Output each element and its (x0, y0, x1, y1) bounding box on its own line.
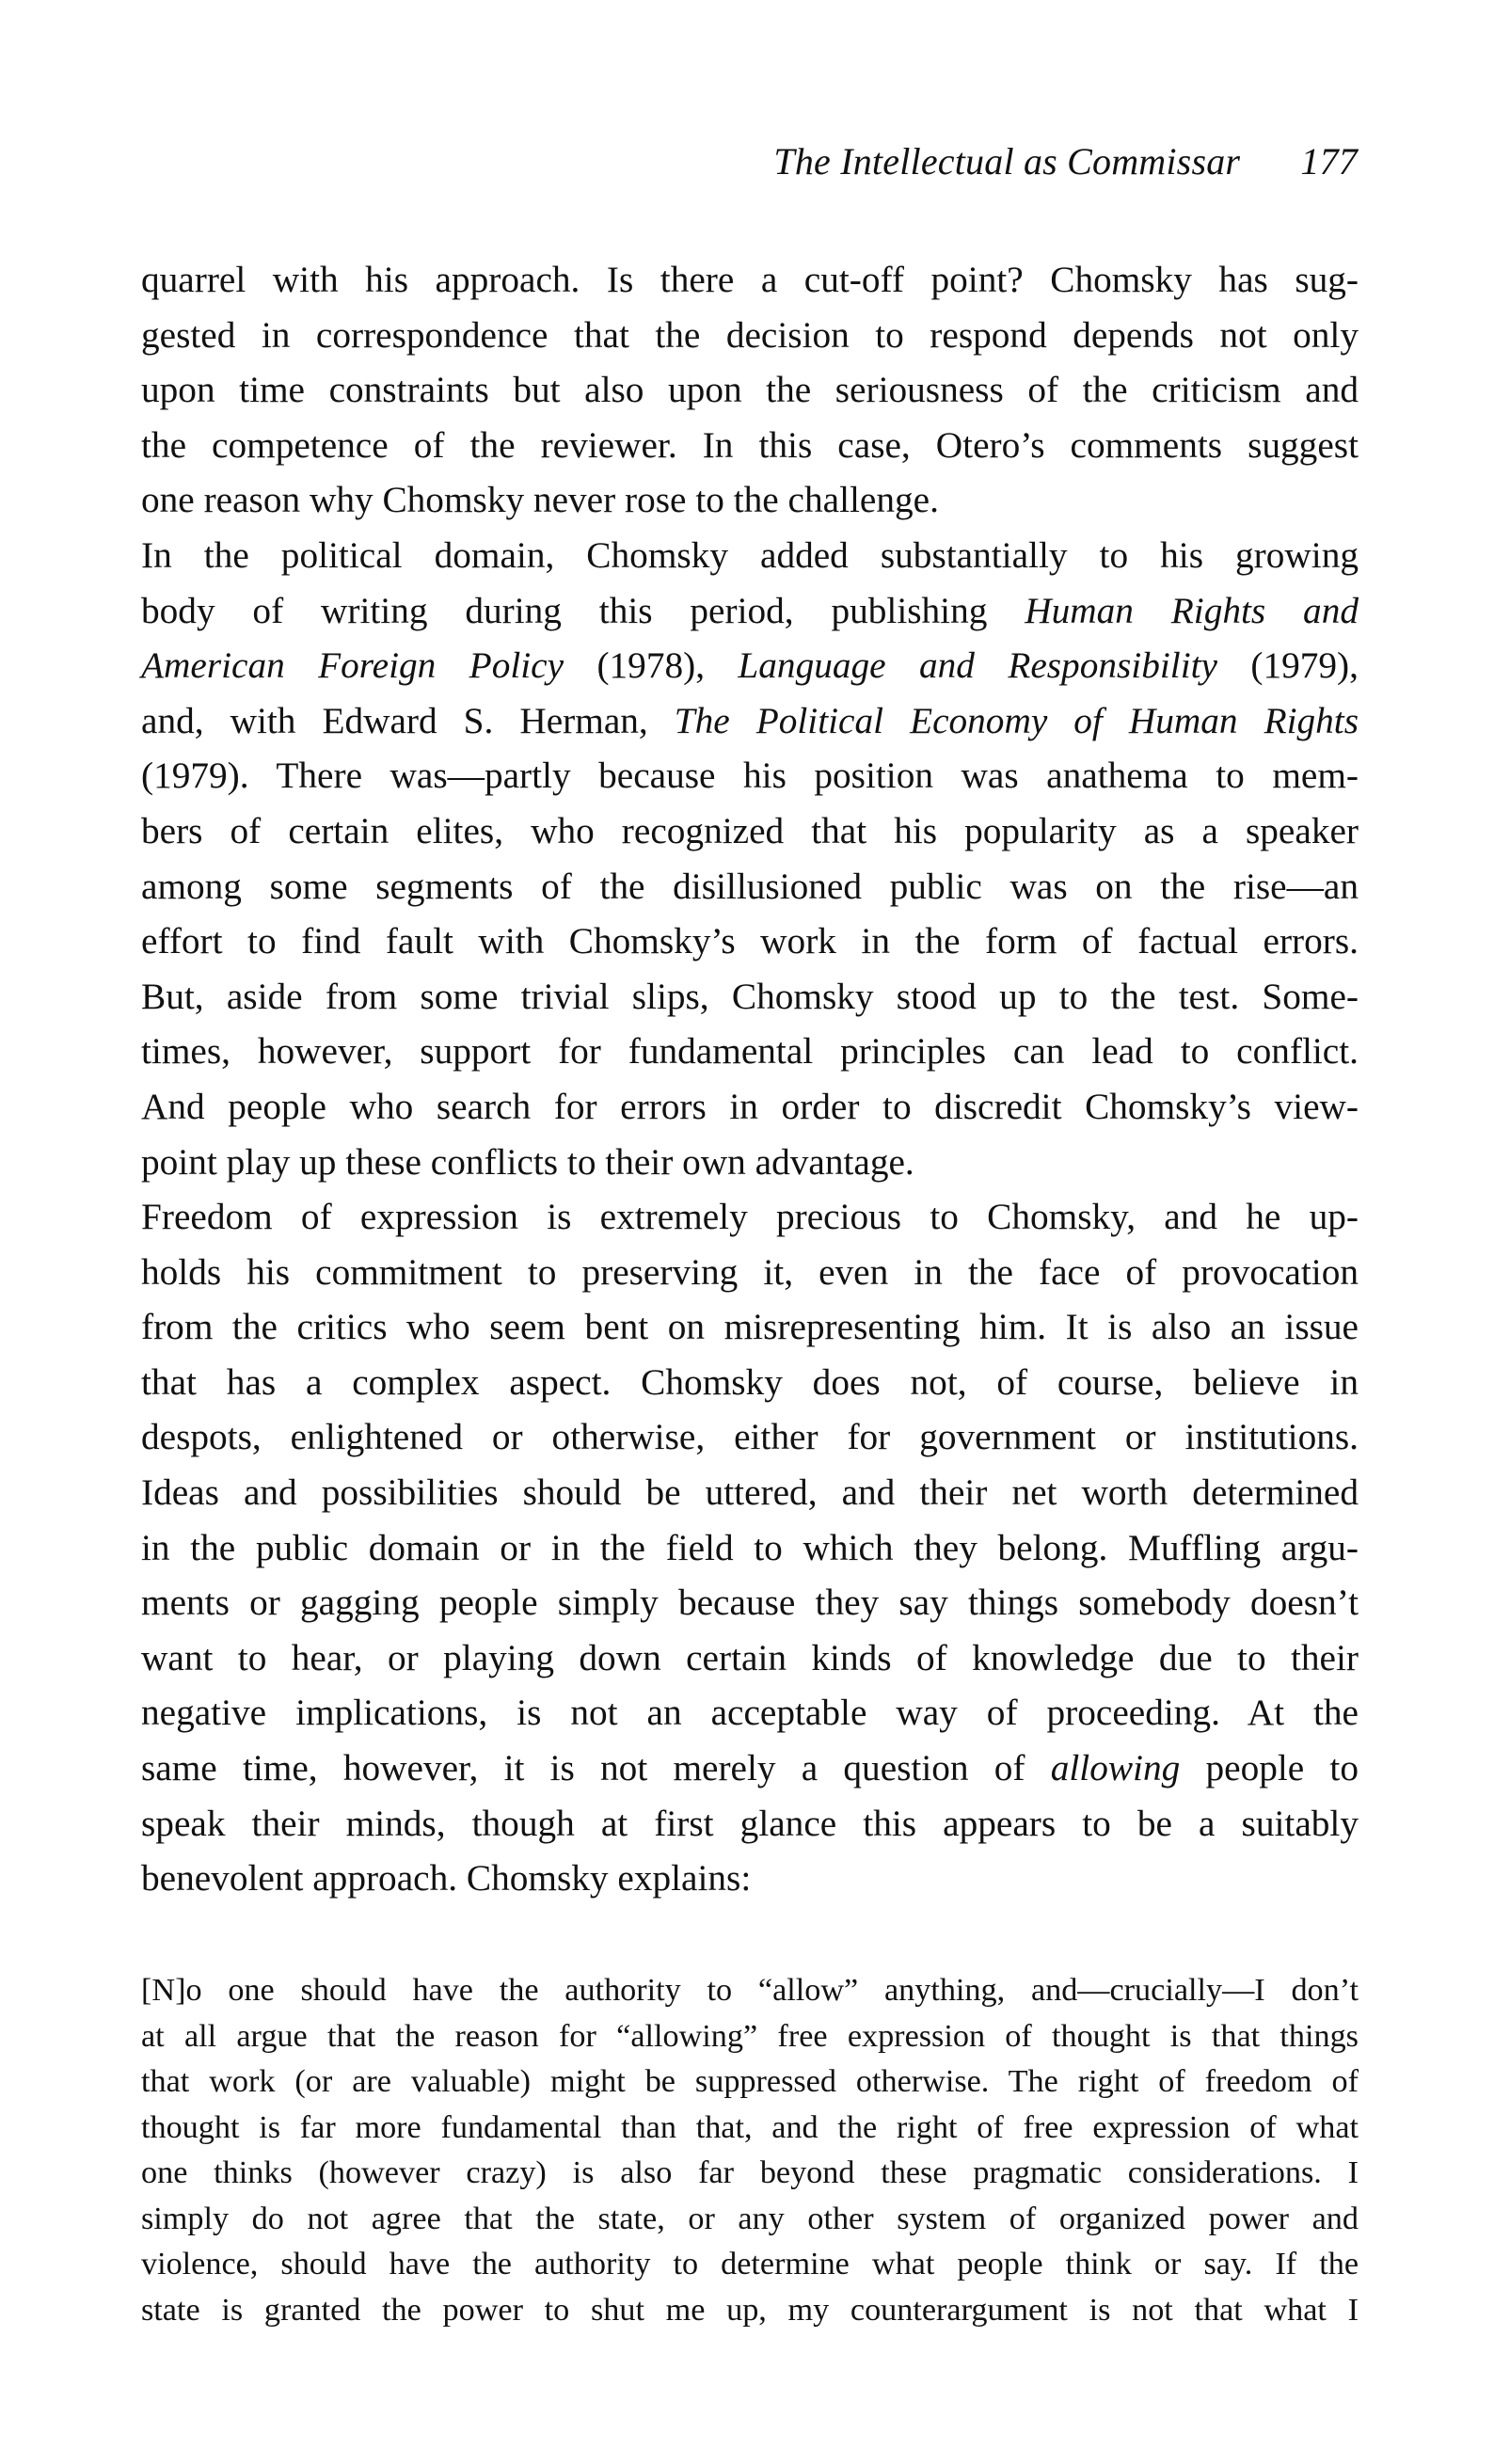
text-line: want to hear, or playing down certain kinds of knowledge due to their (141, 1636, 1359, 1678)
paragraph-freedom-of-expression (141, 1189, 1359, 1906)
running-header (773, 139, 1358, 183)
quote-line: one thinks (however crazy) is also far beyond these pragmatic considerations. I (141, 2155, 1359, 2190)
paragraph-continuation (141, 252, 1359, 528)
quote-line: [N]o one should have the authority to “allow” anything, and—crucially—I don’t (141, 1973, 1359, 2008)
running-title: The Intellectual as Commissar (773, 140, 1241, 183)
text-line (141, 638, 1359, 693)
text-line: among some segments of the disillusioned public was on the rise—an (141, 865, 1359, 907)
body-text (141, 252, 1359, 1906)
page-number: 177 (1300, 140, 1358, 183)
text-line: ments or gagging people simply because they say things somebody doesn’t (141, 1582, 1359, 1624)
quote-line: simply do not agree that the state, or any other system of organized power and (141, 2201, 1359, 2236)
text-line: from the critics who seem bent on misrepresenting him. It is also an issue (141, 1306, 1359, 1348)
quote-line: thought is far more fundamental than that, and the right of free expression of what (141, 2109, 1359, 2145)
text-line: bers of certain elites, who recognized that his popularity as a speaker (141, 809, 1359, 851)
text-line: times, however, support for fundamental principles can lead to conflict. (141, 1030, 1359, 1073)
text-line: benevolent approach. Chomsky explains: (141, 1857, 752, 1900)
quote-line: state is granted the power to shut me up, my counterargument is not that what I (141, 2292, 1359, 2328)
text-line: point play up these conflicts to their own advantage. (141, 1140, 914, 1183)
book-title-political-economy: The Political Economy of Human Rights (674, 699, 1359, 741)
text-line: the competence of the reviewer. In this case, Otero’s comments suggest (141, 423, 1359, 466)
text-line: And people who search for errors in order to discredit Chomsky’s view- (141, 1085, 1359, 1127)
block-quote (141, 1968, 1359, 2333)
text-line (141, 1741, 1359, 1796)
text-line: speak their minds, though at first glance this appears to be a suitably (141, 1802, 1359, 1844)
text-span: body of writing during this period, publishing (141, 589, 1025, 631)
text-line (141, 693, 1359, 749)
quote-line: at all argue that the reason for “allowing” free expression of thought is that things (141, 2018, 1359, 2054)
text-span: (1979), (1216, 644, 1359, 687)
quote-line: violence, should have the authority to determine what people think or say. If the (141, 2247, 1359, 2281)
book-title-human-rights: Human Rights and (1025, 589, 1359, 631)
text-line: holds his commitment to preserving it, even in the face of provocation (141, 1250, 1359, 1293)
quote-line: that work (or are valuable) might be suppressed otherwise. The right of freedom of (141, 2064, 1359, 2099)
text-line: quarrel with his approach. Is there a cut-off point? Chomsky has sug- (141, 259, 1359, 300)
text-line (141, 583, 1359, 639)
text-line (141, 528, 1359, 583)
text-line: gested in correspondence that the decision to respond depends not only (141, 313, 1359, 356)
text-span: and, with Edward S. Herman, (141, 699, 675, 741)
text-line: effort to find fault with Chomsky’s work in the form of factual errors. (141, 920, 1359, 962)
text-span: same time, however, it is not merely a question of (141, 1747, 1051, 1789)
text-line: despots, enlightened or otherwise, either for government or institutions. (141, 1416, 1359, 1458)
text-span: (1978), (564, 644, 739, 687)
paragraph-political-domain (141, 528, 1359, 1189)
text-line: But, aside from some trivial slips, Chomsky stood up to the test. Some- (141, 975, 1359, 1017)
text-line: one reason why Chomsky never rose to the challenge. (141, 479, 939, 521)
text-span: people to (1180, 1747, 1359, 1789)
text-span: In the political domain, Chomsky added substantially to his growing (141, 533, 1359, 576)
text-line: negative implications, is not an acceptable way of proceeding. At the (141, 1692, 1359, 1734)
text-line: Ideas and possibilities should be uttered, and their net worth determined (141, 1471, 1359, 1514)
text-line: upon time constraints but also upon the seriousness of the criticism and (141, 369, 1359, 411)
book-title-american-foreign-policy: American Foreign Policy (141, 644, 564, 687)
book-title-language-and-responsibility: Language and Responsibility (738, 644, 1217, 687)
text-line: in the public domain or in the field to which they belong. Muffling argu- (141, 1526, 1359, 1568)
text-line: (1979). There was—partly because his position was anathema to mem- (141, 755, 1359, 797)
text-line: Freedom of expression is extremely precious to Chomsky, and he up- (141, 1196, 1359, 1238)
emphasis-allowing: allowing (1050, 1747, 1181, 1789)
text-line: that has a complex aspect. Chomsky does not, of course, believe in (141, 1360, 1359, 1403)
